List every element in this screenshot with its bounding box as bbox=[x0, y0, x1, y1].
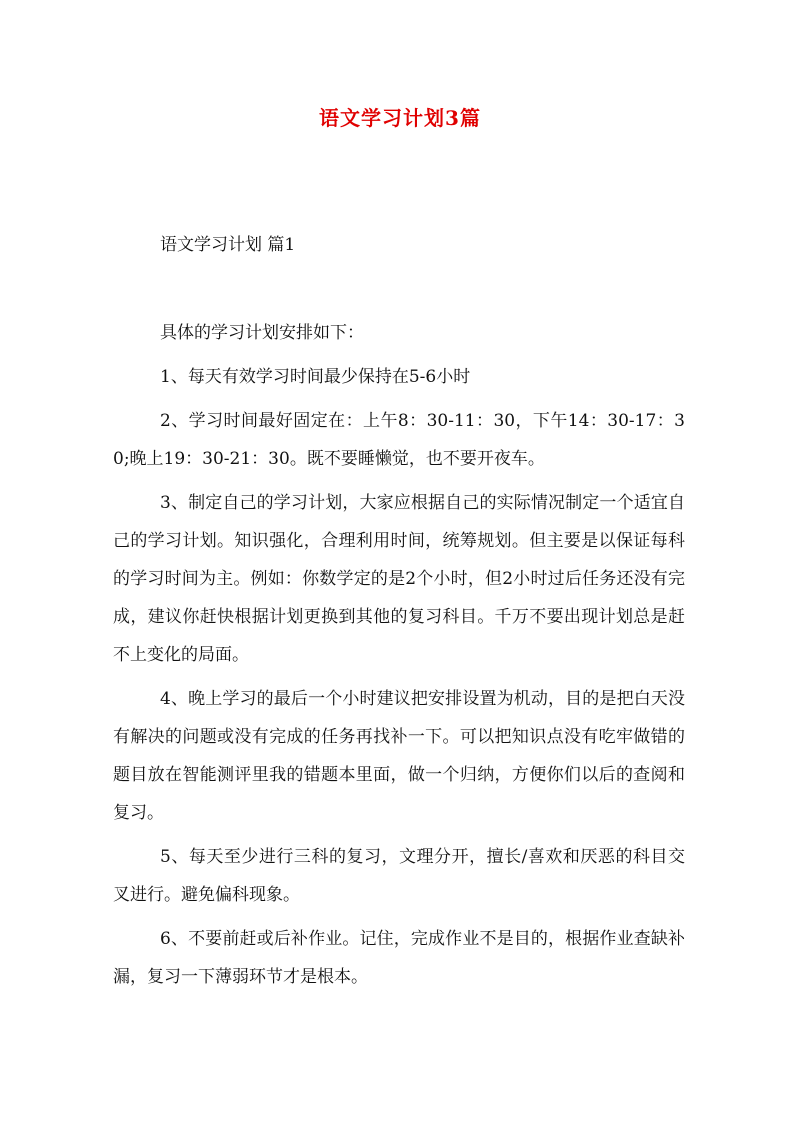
paragraph-item-6: 6、不要前赶或后补作业。记住，完成作业不是目的，根据作业查缺补漏，复习一下薄弱环节才是根本。 bbox=[113, 929, 685, 987]
document-title: 语文学习计划3篇 bbox=[319, 106, 481, 130]
document-body bbox=[113, 314, 685, 996]
paragraph-item-2: 2、学习时间最好固定在：上午8：30-11：30，下午14：30-17：30;晚上19：30-21：30。既不要睡懒觉，也不要开夜车。 bbox=[113, 411, 685, 469]
paragraph-intro: 具体的学习计划安排如下： bbox=[160, 323, 364, 343]
paragraph-item-3: 3、制定自己的学习计划，大家应根据自己的实际情况制定一个适宜自己的学习计划。知识强化，合理利用时间，统筹规划。但主要是以保证每科的学习时间为主。例如：你数学定的是2个小时，但2小时过后任务还没有完成，建议你赶快根据计划更换到其他的复习科目。千万不要出现计划总是赶不上变化的局面。 bbox=[113, 493, 685, 665]
paragraph-item-1: 1、每天有效学习时间最少保持在5-6小时 bbox=[160, 367, 471, 387]
paragraph-item-4: 4、晚上学习的最后一个小时建议把安排设置为机动，目的是把白天没有解决的问题或没有完成的任务再找补一下。可以把知识点没有吃牢做错的题目放在智能测评里我的错题本里面，做一个归纳，方便你们以后的查阅和复习。 bbox=[113, 689, 685, 823]
section-heading: 语文学习计划 篇1 bbox=[160, 235, 296, 255]
paragraph-item-5: 5、每天至少进行三科的复习，文理分开，擅长/喜欢和厌恶的科目交叉进行。避免偏科现象。 bbox=[113, 847, 685, 905]
